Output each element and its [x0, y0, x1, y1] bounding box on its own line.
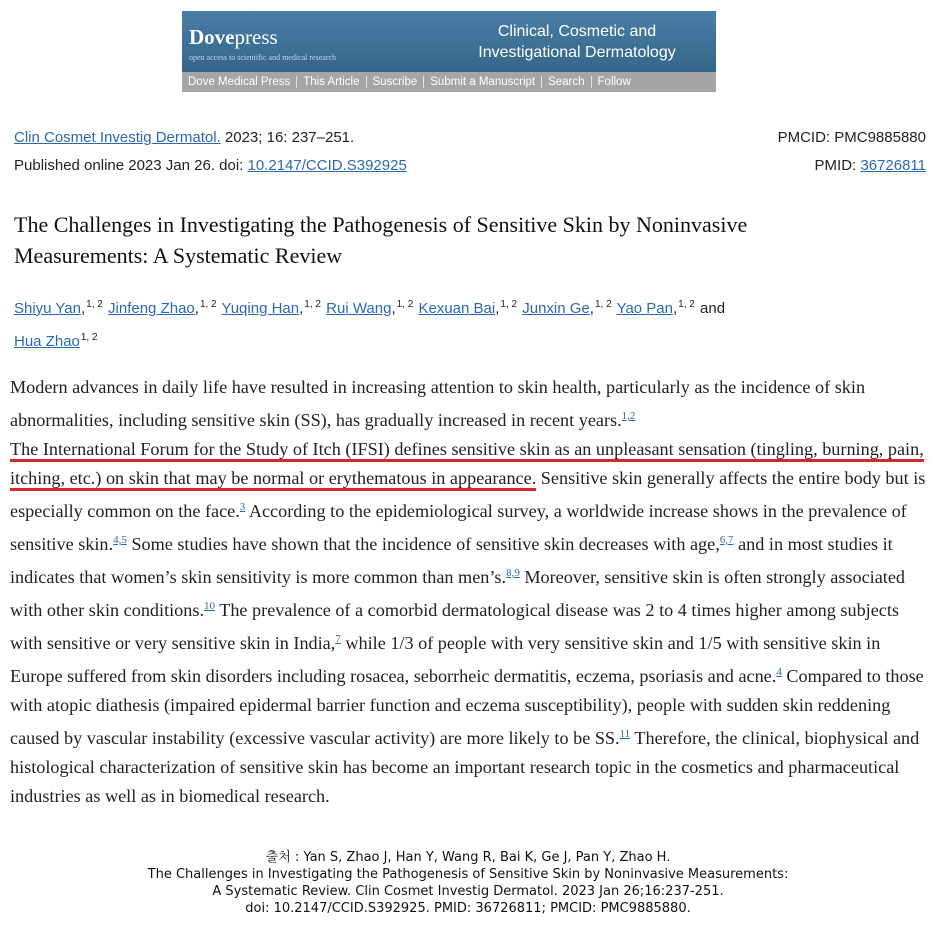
logo-tagline: open access to scientific and medical research	[189, 53, 337, 62]
author-link[interactable]: Kexuan Bai	[418, 300, 496, 317]
nav-this-article[interactable]: This Article	[297, 76, 366, 88]
author-affiliation: 1, 2	[396, 299, 414, 310]
reference-link[interactable]: 3	[239, 501, 246, 513]
reference-link[interactable]: 4	[776, 666, 782, 678]
author-affiliation: 1, 2	[86, 299, 103, 310]
journal-name-line1: Clinical, Cosmetic and	[497, 23, 657, 40]
banner-nav	[182, 72, 716, 92]
pmcid: PMCID: PMC9885880	[777, 129, 926, 146]
journal-name-line2: Investigational Dermatology	[478, 44, 676, 61]
article-title-line2: Measurements: A Systematic Review	[14, 243, 343, 268]
reference-link[interactable]: 8,9	[506, 567, 520, 579]
reference-link[interactable]: 6,7	[719, 534, 734, 546]
pmid-line	[815, 157, 926, 174]
source-line1: 출처 : Yan S, Zhao J, Han Y, Wang R, Bai K, Ge J, Pan Y, Zhao H.	[265, 850, 671, 865]
nav-follow[interactable]: Follow	[597, 76, 631, 88]
nav-subscribe[interactable]: Suscribe	[367, 76, 425, 88]
introduction-paragraph: Modern advances in daily life have resulted in increasing attention to skin health, particularly as the incidence of skin abnormalities, including sensitive skin (SS), has gradually increased in recent years.$^{1,2}$ The International Forum for the Study of Itch (IFSI) defines sensitive skin as an unpleasant sensation (tingling, burning, pain, itching, etc.) on skin that may be normal or erythematous in appearance. Sensitive skin generally affects the entire body but is especially common on the face.$^3$ According to the epidemiological survey, a worldwide increase shows in the prevalence of sensitive skin.$^{4,5}$ Some studies have shown that the incidence of sensitive skin decreases with age,$^{6,7}$ and in most studies it indicates that women’s skin sensitivity is more common than men’s.$^{8,9}$ Moreover, sensitive skin is often strongly associated with other skin conditions.$^{10}$ The prevalence of a comorbid dermatological disease was 2 to 4 times higher among subjects with sensitive or very sensitive skin in India,$^7$ while 1/3 of people with very sensitive skin and 1/5 with sensitive skin in Europe suffered from skin disorders including rosacea, seborrheic dermatitis, eczema, psoriasis and acne.$^4$ Compared to those with atopic diathesis (impaired epidermal barrier function and eczema susceptibility), people with sudden skin reddening caused by vascular instability (excessive vascular activity) are more likely to be SS.$^{11}$ Therefore, the clinical, biophysical and histological characterization of sensitive skin has become an important research topic in the cosmetics and pharmaceutical industries as well as in biomedical research.	[10, 377, 926, 806]
journal-link[interactable]: Clin Cosmet Investig Dermatol.	[14, 129, 221, 146]
source-line2: The Challenges in Investigating the Pathogenesis of Sensitive Skin by Noninvasive Measurements:	[147, 867, 789, 882]
reference-link[interactable]: 1,2	[621, 410, 636, 422]
dovepress-banner	[182, 11, 716, 92]
author-link[interactable]: Hua Zhao	[14, 333, 80, 350]
reference-link[interactable]: 4,5	[113, 534, 127, 546]
author-affiliation: 1, 2	[199, 299, 217, 310]
banner-header	[182, 11, 716, 72]
author-affiliation: 1, 2	[304, 299, 321, 310]
author-affiliation: 1, 2	[80, 332, 98, 343]
author-link[interactable]: Shiyu Yan	[14, 300, 81, 317]
author-affiliation: 1, 2	[594, 299, 612, 310]
author-and: and	[700, 300, 726, 317]
author-link[interactable]: Jinfeng Zhao	[108, 300, 195, 317]
citation-journal-line	[14, 129, 354, 146]
author-link[interactable]: Junxin Ge	[522, 300, 590, 317]
author-link[interactable]: Rui Wang	[326, 300, 392, 317]
highlighted-definition: The International Forum for the Study of Itch (IFSI) defines sensitive skin as an unpleasant sensation (tingling, burning, pain, itching, etc.) on skin that may be normal or erythematous in appearance.	[10, 439, 924, 491]
pmid-link[interactable]: 36726811	[860, 157, 926, 174]
nav-submit-manuscript[interactable]: Submit a Manuscript	[424, 76, 542, 88]
published-date: Published online 2023 Jan 26. doi:	[14, 157, 248, 174]
nav-dove-medical-press[interactable]: Dove Medical Press	[182, 76, 297, 88]
source-line4: doi: 10.2147/CCID.S392925. PMID: 36726811; PMCID: PMC9885880.	[245, 901, 691, 916]
citation-published-line	[14, 157, 407, 174]
source-caption	[0, 849, 936, 917]
nav-search[interactable]: Search	[542, 76, 591, 88]
reference-link[interactable]: 10	[204, 600, 215, 612]
author-affiliation: 1, 2	[678, 299, 695, 310]
reference-link[interactable]: 7	[335, 633, 341, 645]
article-title-line1: The Challenges in Investigating the Pathogenesis of Sensitive Skin by Noninvasive	[14, 212, 748, 237]
doi-link[interactable]: 10.2147/CCID.S392925	[247, 157, 407, 174]
author-link[interactable]: Yao Pan	[616, 300, 673, 317]
author-affiliation: 1, 2	[500, 299, 518, 310]
article-title	[14, 209, 894, 271]
journal-name	[444, 21, 710, 63]
pmid-label: PMID:	[814, 157, 861, 174]
reference-link[interactable]: 11	[619, 728, 631, 740]
author-link[interactable]: Yuqing Han	[221, 300, 300, 317]
source-line3: A Systematic Review. Clin Cosmet Investig Dermatol. 2023 Jan 26;16:237-251.	[212, 884, 724, 899]
dovepress-logo[interactable]: Dovepress	[189, 25, 278, 49]
author-list: Shiyu Yan,$^{1, 2}$ Jinfeng Zhao,$^{1, 2}$ Yuqing Han,$^{1, 2}$ Rui Wang,$^{1, 2}$ Kexuan Bai,$^{1, 2}$ Junxin Ge,$^{1, 2}$ Yao Pan,$^{1, 2}$ and Hua Zhao$^{1, 2}$	[14, 299, 726, 350]
citation-volume: 2023; 16: 237–251.	[220, 129, 355, 146]
